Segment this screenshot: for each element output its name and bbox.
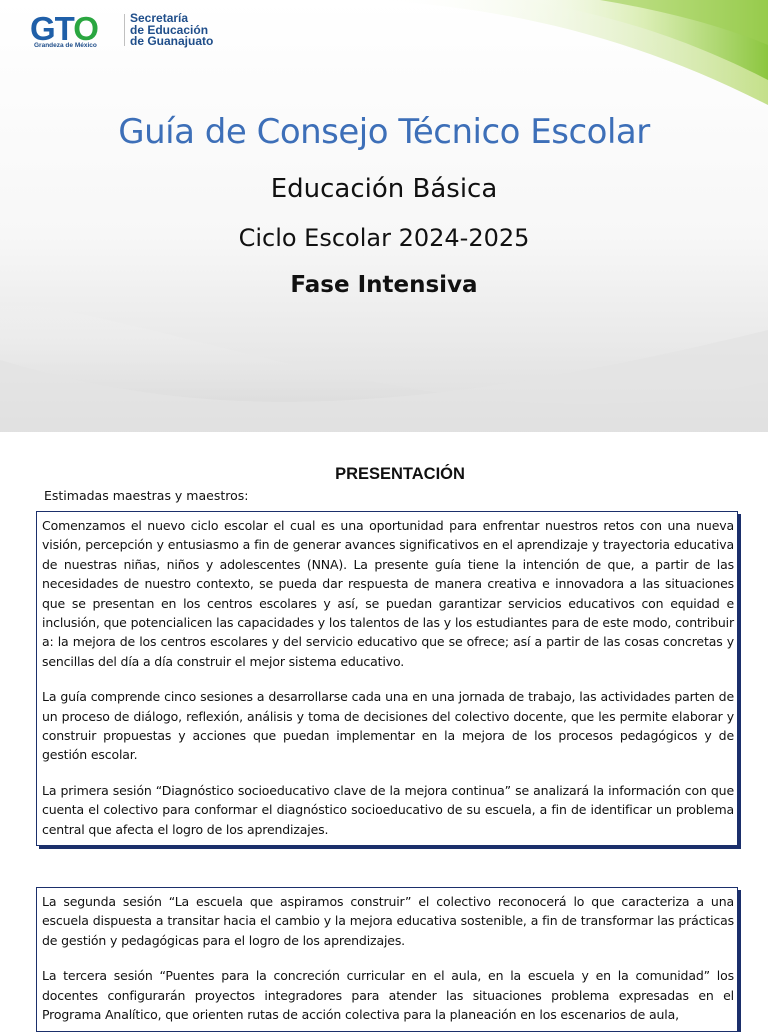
cover-background-waves <box>0 0 768 432</box>
presentation-box-2 <box>36 887 738 1032</box>
logo-organization <box>130 13 213 48</box>
cover-slide <box>0 0 768 432</box>
logo-org-line3: de Guanajuato <box>130 34 214 48</box>
logo-org-line2: de Educación <box>130 22 209 37</box>
paragraph-intro: Comenzamos el nuevo ciclo escolar el cual es una oportunidad para enfrentar nuestros retos con una nueva visión, percepción y entusiasmo a fin de generar avances significativos en el aprendizaje y trayectoria educativa de nuestras niñas, niños y adolescentes (NNA). La presente guía tiene la intención de que, a partir de las necesidades de nuestro contexto, se pueda dar respuesta de manera creativa e innovadora a las situaciones que se presentan en los centros escolares y así, se puedan garantizar servicios educativos con equidad e inclusión, que potencialicen las capacidades y los talentos de las y los estudiantes para de este modo, contribuir a: la mejora de los centros escolares y del servicio educativo que se ofrece; así a partir de las cosas concretas y sencillas del día a día construir el mejor sistema educativo. <box>42 518 734 669</box>
gto-brand-mark: GTO <box>30 10 98 47</box>
salutation: Estimadas maestras y maestros: <box>44 488 249 503</box>
presentation-heading: PRESENTACIÓN <box>335 465 465 483</box>
cover-level: Educación Básica <box>270 174 498 204</box>
presentation-box-1 <box>36 511 738 846</box>
cover-title: Guía de Consejo Técnico Escolar <box>118 112 650 152</box>
paragraph-session-2: La segunda sesión “La escuela que aspiramos construir” el colectivo reconocerá lo que caracteriza a una escuela dispuesta a transitar hacia el cambio y la mejora educativa sostenible, a fin de transformar las prácticas de gestión y pedagógicas para el logro de los aprendizajes. <box>42 894 734 948</box>
logo-org-line1: Secretaría <box>130 11 189 25</box>
cover-phase: Fase Intensiva <box>290 272 478 298</box>
cover-cycle: Ciclo Escolar 2024-2025 <box>238 224 530 252</box>
paragraph-session-3: La tercera sesión “Puentes para la concreción curricular en el aula, en la escuela y en la comunidad” los docentes configurarán proyectos integradores para atender las situaciones problema expresadas en el Programa Analítico, que orienten rutas de acción colectiva para la planeación en los escenarios de aula, <box>42 968 734 1023</box>
logo-divider <box>124 14 125 46</box>
logo-tagline: Grandeza de México <box>34 42 97 49</box>
paragraph-session-1: La primera sesión “Diagnóstico socioeducativo clave de la mejora continua” se analizará la información con que cuenta el colectivo para conformar el diagnóstico socioeducativo de su escuela, a fin de identificar un problema central que afecta el logro de los aprendizajes. <box>42 782 734 837</box>
paragraph-sessions: La guía comprende cinco sesiones a desarrollarse cada una en una jornada de trabajo, las actividades parten de un proceso de diálogo, reflexión, análisis y toma de decisiones del colectivo docente, que les permite elaborar y construir propuestas y acciones que puedan implementar en la mejora de los procesos pedagógicos y de gestión escolar. <box>42 689 734 763</box>
